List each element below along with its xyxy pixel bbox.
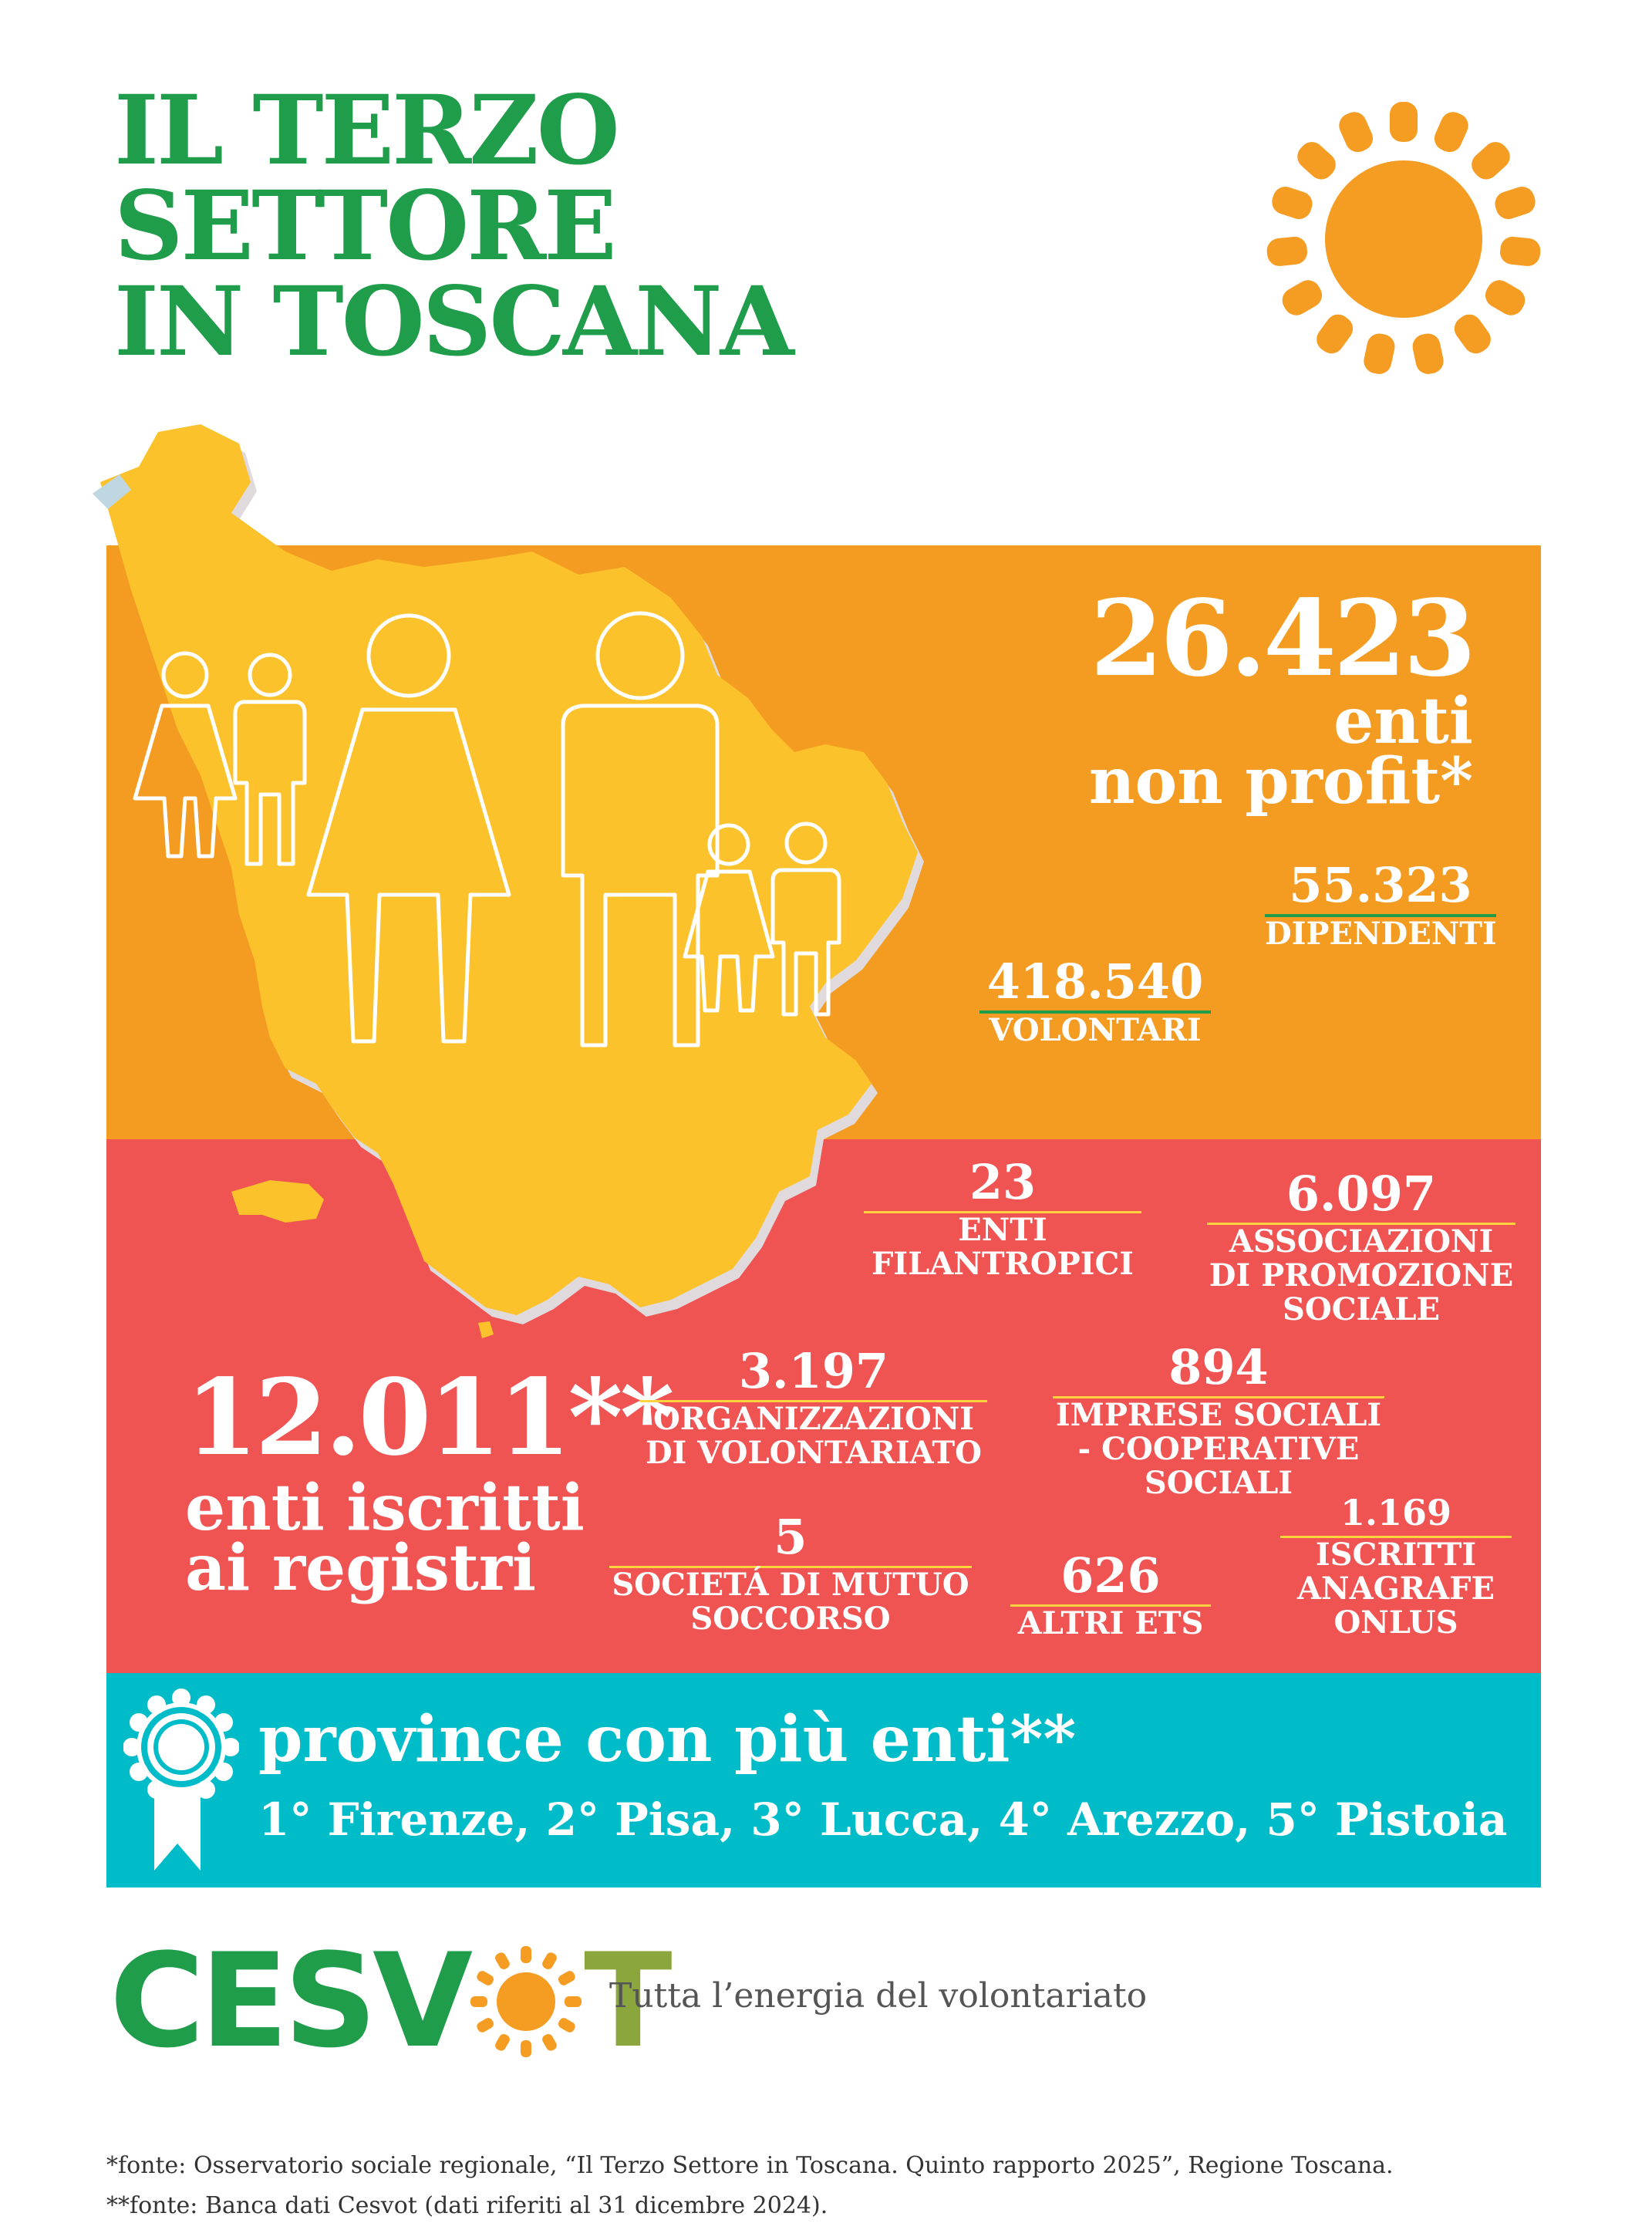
stat-philanthropic <box>864 1154 1141 1282</box>
stat-onlus-registry <box>1280 1493 1512 1640</box>
source-note-1: *fonte: Osservatorio sociale regionale, “Il Terzo Settore in Toscana. Quinto rapporto 2025”, Regione Toscana. <box>106 2152 1394 2179</box>
logo-sun-icon <box>468 1944 584 2060</box>
title-line-3: IN TOSCANA <box>114 266 792 378</box>
stat-label-line: ANAGRAFE <box>1297 1570 1495 1607</box>
registered-label-1: enti iscritti <box>185 1471 585 1545</box>
employees-stat <box>1265 857 1497 952</box>
stat-label-line: DI VOLONTARIATO <box>645 1435 983 1471</box>
stat-promotion-associations <box>1207 1166 1515 1327</box>
title-line-2: SETTORE <box>114 170 615 282</box>
stat-value: 894 <box>1053 1342 1384 1398</box>
total-entities-label-2: non profit* <box>1088 744 1473 818</box>
stat-value: 1.169 <box>1280 1493 1512 1538</box>
stat-label-line: ONLUS <box>1333 1604 1458 1641</box>
stat-value: 3.197 <box>640 1346 987 1402</box>
stat-label-line: - COOPERATIVE <box>1077 1431 1360 1467</box>
award-ribbon-icon <box>123 1685 239 1878</box>
volunteers-value: 418.540 <box>979 956 1211 1014</box>
logo-text-part-2: T <box>584 1925 668 2076</box>
tagline: Tutta l’energia del volontariato <box>609 1976 1148 2016</box>
employees-value: 55.323 <box>1265 860 1496 917</box>
stat-value: 23 <box>864 1157 1141 1213</box>
stat-mutual-aid <box>609 1509 972 1637</box>
page-title <box>114 75 792 378</box>
stat-value: 5 <box>609 1512 972 1568</box>
stat-social-enterprises <box>1053 1339 1384 1501</box>
stat-volunteer-organizations <box>640 1343 987 1471</box>
volunteers-label: VOLONTARI <box>989 1012 1202 1048</box>
stat-label-line: SOCIALI <box>1144 1465 1293 1501</box>
total-entities-value: 26.423 <box>1090 577 1473 700</box>
stat-value: 626 <box>1010 1550 1211 1607</box>
registered-label-2: ai registri <box>185 1531 537 1605</box>
total-entities <box>1088 577 1473 818</box>
stat-label-line: FILANTROPICI <box>871 1246 1134 1282</box>
stat-label-line: SOCIALE <box>1283 1291 1440 1327</box>
source-note-2: **fonte: Banca dati Cesvot (dati riferiti al 31 dicembre 2024). <box>106 2192 828 2219</box>
stat-label-line: SOCIETÁ DI MUTUO <box>612 1567 969 1603</box>
registered-entities <box>185 1356 672 1605</box>
stat-other-ets <box>1010 1547 1211 1641</box>
stat-label-line: ENTI <box>958 1212 1047 1248</box>
stat-label-line: DI PROMOZIONE <box>1209 1257 1514 1294</box>
stat-label-line: ALTRI ETS <box>1017 1605 1204 1641</box>
stat-label-line: SOCCORSO <box>690 1601 891 1637</box>
stat-label-line: ORGANIZZAZIONI <box>652 1401 974 1437</box>
total-entities-label-1: enti <box>1333 684 1473 758</box>
provinces-title: province con più enti** <box>258 1702 1077 1776</box>
stat-label-line: ISCRITTI <box>1315 1537 1477 1573</box>
title-line-1: IL TERZO <box>114 75 618 187</box>
provinces-ranking: 1° Firenze, 2° Pisa, 3° Lucca, 4° Arezzo, 5° Pistoia <box>258 1793 1508 1846</box>
stat-label-line: ASSOCIAZIONI <box>1229 1223 1494 1260</box>
family-figures-icon <box>108 609 864 1064</box>
employees-label: DIPENDENTI <box>1265 916 1497 952</box>
stat-value: 6.097 <box>1207 1169 1515 1225</box>
stat-label-line: IMPRESE SOCIALI <box>1055 1397 1382 1433</box>
logo-text-part-1: CESV <box>110 1925 469 2076</box>
registered-value: 12.011** <box>185 1356 672 1479</box>
sun-icon <box>1257 96 1550 382</box>
cesvot-logo <box>110 1925 668 2076</box>
volunteers-stat <box>979 953 1211 1048</box>
